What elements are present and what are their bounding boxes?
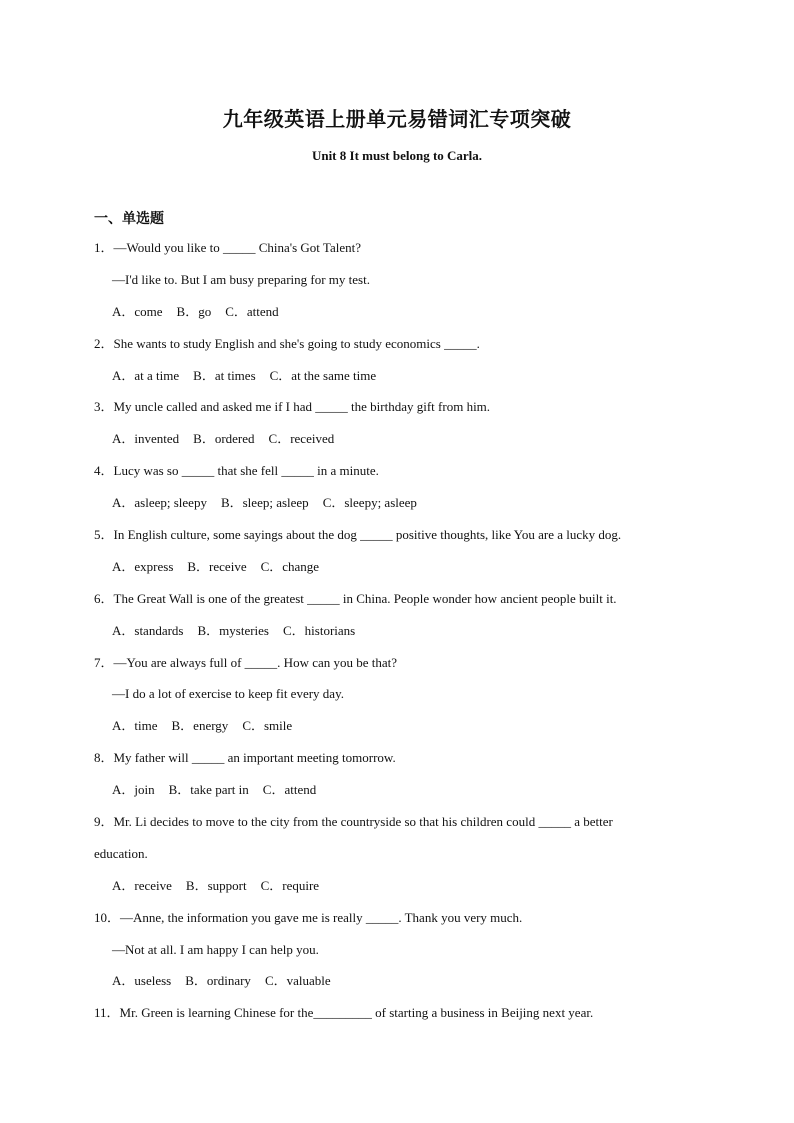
page-title: 九年级英语上册单元易错词汇专项突破 <box>222 109 572 131</box>
question-stem: 11．Mr. Green is learning Chinese for the_________ of starting a business in Beijing next year. <box>94 1005 594 1021</box>
answer-option: B．ordered <box>193 431 255 447</box>
page-subtitle: Unit 8 It must belong to Carla. <box>311 148 483 163</box>
answer-option: C．received <box>268 431 335 447</box>
answer-option: B．support <box>185 877 247 893</box>
question-stem: 6．The Great Wall is one of the greatest _____ in China. People wonder how ancient people built it. <box>94 590 617 606</box>
question-stem: 3．My uncle called and asked me if I had _____ the birthday gift from him. <box>94 399 491 415</box>
section-heading: 一、单选题 <box>94 212 164 227</box>
answer-option: B．go <box>176 303 212 319</box>
dialogue-line: —I do a lot of exercise to keep fit every day. <box>112 686 344 702</box>
answer-option: A．express <box>112 558 174 574</box>
answer-options <box>94 427 694 459</box>
answer-option: A．join <box>112 782 155 798</box>
question-stem: 7．—You are always full of _____. How can you be that? <box>94 654 398 670</box>
question-stem: 1．—Would you like to _____ China's Got Talent? <box>94 240 361 255</box>
answer-option: A．asleep; sleepy <box>112 495 207 511</box>
dialogue-line: —I'd like to. But I am busy preparing for my test. <box>112 271 370 287</box>
answer-options <box>94 491 694 523</box>
answer-option: C．sleepy; asleep <box>322 495 417 511</box>
answer-option: A．time <box>112 718 158 734</box>
answer-option: A．standards <box>112 622 184 638</box>
answer-option: C．require <box>260 877 320 893</box>
question-stem: 10．—Anne, the information you gave me is really _____. Thank you very much. <box>94 909 523 925</box>
answer-options <box>94 619 694 651</box>
answer-option: C．change <box>260 558 320 574</box>
answer-options <box>94 364 694 396</box>
answer-option: B．ordinary <box>185 973 251 989</box>
answer-option: B．at times <box>193 367 256 383</box>
answer-option: C．smile <box>242 718 293 734</box>
answer-option: B．take part in <box>168 782 249 798</box>
answer-option: B．energy <box>171 718 229 734</box>
question-stem-continued: education. <box>94 845 148 861</box>
answer-option: C．attend <box>225 303 279 319</box>
question-stem: 4．Lucy was so _____ that she fell _____ in a minute. <box>94 463 379 479</box>
dialogue-line: —Not at all. I am happy I can help you. <box>112 941 319 957</box>
answer-option: C．attend <box>262 782 317 798</box>
answer-option: A．receive <box>112 877 172 893</box>
answer-options <box>94 714 694 746</box>
answer-option: B．receive <box>187 558 247 574</box>
answer-option: B．sleep; asleep <box>220 495 309 511</box>
answer-option: A．invented <box>112 431 180 447</box>
answer-options <box>94 300 694 332</box>
answer-options <box>94 555 694 587</box>
answer-options <box>94 778 694 810</box>
answer-option: C．valuable <box>264 973 331 989</box>
question-stem: 9．Mr. Li decides to move to the city from the countryside so that his children could _____ a better <box>94 814 613 830</box>
answer-option: C．historians <box>283 622 356 638</box>
question-list <box>94 236 694 1033</box>
answer-option: A．useless <box>112 973 172 989</box>
question-stem: 2．She wants to study English and she's going to study economics _____. <box>94 335 480 351</box>
answer-option: C．at the same time <box>269 367 377 383</box>
question-stem: 8．My father will _____ an important meeting tomorrow. <box>94 750 396 766</box>
answer-options <box>94 874 694 906</box>
answer-option: A．at a time <box>112 367 180 383</box>
question-stem: 5．In English culture, some sayings about the dog _____ positive thoughts, like You are a lucky dog. <box>94 527 622 543</box>
answer-option: A．come <box>112 303 163 319</box>
answer-options <box>94 969 694 1001</box>
answer-option: B．mysteries <box>197 622 269 638</box>
